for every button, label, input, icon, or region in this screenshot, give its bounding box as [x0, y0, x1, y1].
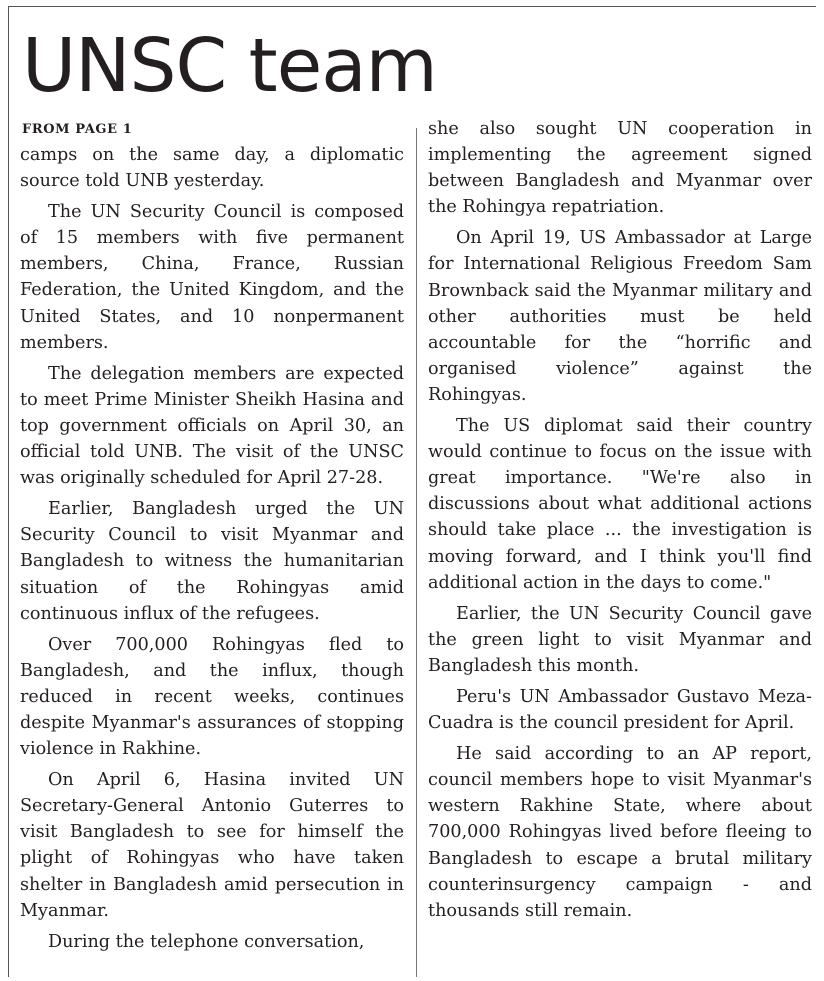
column-divider: [416, 128, 417, 977]
right-column: [428, 116, 812, 929]
paragraph: The UN Security Council is composed of 15 members with five permanent members, China, France, Russian Federation, the United Kingdom, and the United States, and 10 nonpermanent members.: [20, 202, 404, 353]
paragraph: Earlier, the UN Security Council gave the green light to visit Myanmar and Bangladesh this month.: [428, 603, 812, 676]
paragraph: On April 6, Hasina invited UN Secretary-General Antonio Guterres to visit Bangladesh to see for himself the plight of Rohingyas who have taken shelter in Bangladesh amid persecution in Myanmar.: [20, 770, 404, 921]
paragraph: The delegation members are expected to meet Prime Minister Sheikh Hasina and top government officials on April 30, an official told UNB. The visit of the UNSC was originally scheduled for April 27-28.: [20, 363, 404, 489]
paragraph: she also sought UN cooperation in implementing the agreement signed between Bangladesh and Myanmar over the Rohingya repatriation.: [428, 119, 812, 218]
paragraph: During the telephone conversation,: [48, 931, 365, 952]
paragraph: He said according to an AP report, council members hope to visit Myanmar's western Rakhine State, where about 700,000 Rohingyas lived before fleeing to Bangladesh to escape a brutal military counterinsurgency campaign - and thousands still remain.: [428, 744, 812, 921]
left-column: [20, 142, 404, 960]
paragraph: The US diplomat said their country would continue to focus on the issue with great importance. "We're also in discussions about what additional actions should take place ... the investigation is moving forward, and I think you'll find additional action in the days to come.": [428, 416, 812, 593]
paragraph: Earlier, Bangladesh urged the UN Security Council to visit Myanmar and Bangladesh to witness the humanitarian situation of the Rohingyas amid continuous influx of the refugees.: [20, 499, 404, 624]
paragraph: camps on the same day, a diplomatic source told UNB yesterday.: [20, 145, 404, 192]
jump-line: FROM PAGE 1: [22, 122, 133, 137]
paragraph: Peru's UN Ambassador Gustavo Meza-Cuadra is the council president for April.: [428, 686, 812, 734]
paragraph: Over 700,000 Rohingyas fled to Bangladesh, and the influx, though reduced in recent weeks, continues despite Myanmar's assurances of stopping violence in Rakhine.: [20, 634, 404, 760]
headline: UNSC team: [22, 23, 437, 109]
left-rule: [8, 6, 9, 977]
paragraph: On April 19, US Ambassador at Large for International Religious Freedom Sam Brownback said the Myanmar military and other authorities must be held accountable for the “horrific and organised violence” against the Rohingyas.: [428, 228, 812, 405]
top-rule: [8, 6, 816, 7]
